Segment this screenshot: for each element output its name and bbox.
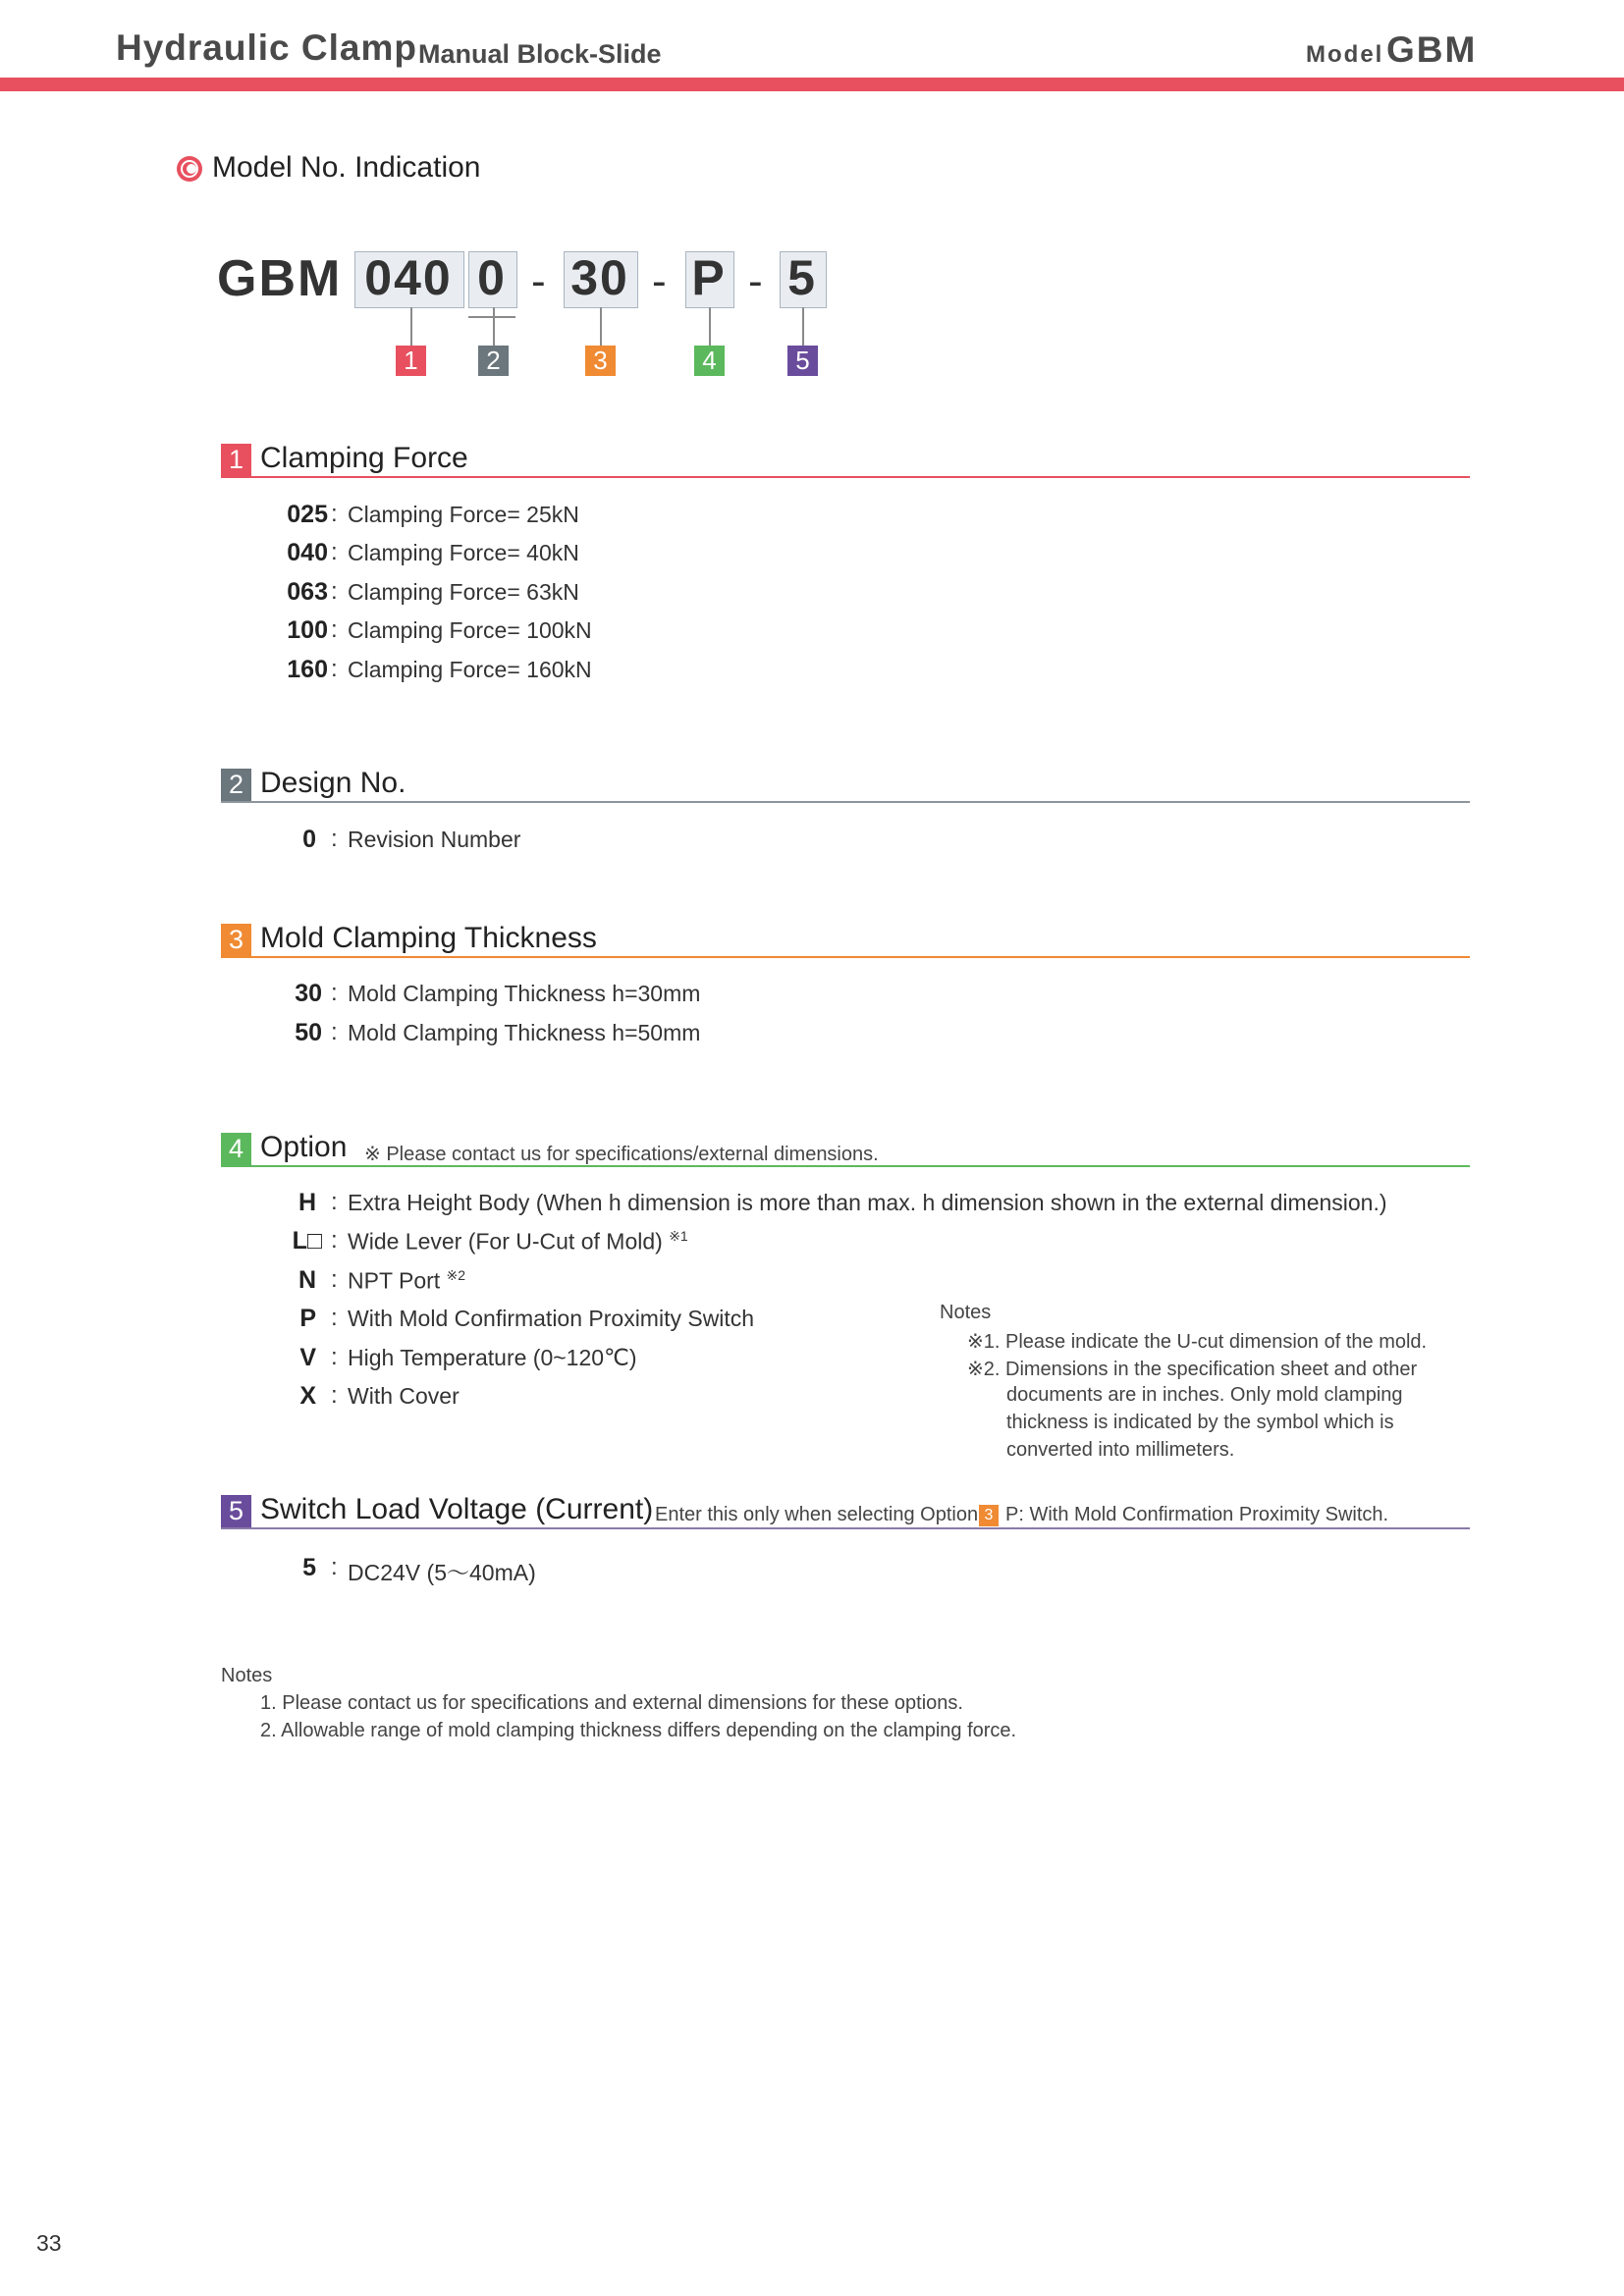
section-4-title: Option xyxy=(260,1131,348,1163)
s1-row-text: Clamping Force= 25kN xyxy=(348,502,579,527)
s4-row-text: High Temperature (0~120℃) xyxy=(348,1345,637,1370)
section-5-badge: 5 xyxy=(221,1495,251,1527)
colon: : xyxy=(331,539,338,565)
s1-row-code: 160 xyxy=(287,656,328,683)
model-indication-title: Model No. Indication xyxy=(212,151,481,184)
s4-row-footnote-mark: ※2 xyxy=(446,1267,466,1283)
s4-row-text-label: Wide Lever (For U-Cut of Mold) xyxy=(348,1228,663,1255)
code-prefix: GBM xyxy=(217,250,343,307)
badge-5: 5 xyxy=(787,346,818,376)
colon: : xyxy=(331,1305,338,1331)
colon: : xyxy=(331,1227,338,1254)
s4-row-footnote-mark: ※1 xyxy=(669,1228,688,1244)
header-subtitle: Manual Block-Slide xyxy=(418,39,662,69)
option-note-2: ※2. Dimensions in the specification sheet and other xyxy=(967,1359,1418,1380)
s3-row-text: Mold Clamping Thickness h=30mm xyxy=(348,981,701,1006)
code-dash-2: - xyxy=(652,257,667,305)
connector-line xyxy=(709,307,711,346)
s4-row-text xyxy=(348,1228,688,1255)
option-note-1: ※1. Please indicate the U-cut dimension of the mold. xyxy=(967,1331,1428,1353)
section-2-rule xyxy=(221,801,1470,803)
colon: : xyxy=(331,578,338,605)
header-model-label: Model xyxy=(1306,41,1384,68)
section-1-title: Clamping Force xyxy=(260,442,468,474)
s2-row-text: Revision Number xyxy=(348,827,521,852)
option-notes-title: Notes xyxy=(940,1302,992,1323)
s4-row-code: P xyxy=(299,1305,316,1332)
section-4-badge: 4 xyxy=(221,1133,251,1165)
section-4-rule xyxy=(221,1165,1470,1167)
s4-row-text: Extra Height Body (When h dimension is more than max. h dimension shown in the external dimension.) xyxy=(348,1190,1387,1215)
s4-row-code: X xyxy=(299,1382,316,1410)
colon: : xyxy=(331,1554,338,1580)
header-accent-bar xyxy=(0,78,1624,91)
s4-row-text-label: NPT Port xyxy=(348,1267,441,1294)
footer-note-2: 2. Allowable range of mold clamping thickness differs depending on the clamping force. xyxy=(260,1720,1017,1741)
option-note-2-cont: thickness is indicated by the symbol which is xyxy=(1006,1412,1394,1433)
code-seg3: 30 xyxy=(570,250,629,305)
option-note-2-cont: converted into millimeters. xyxy=(1006,1439,1235,1461)
option-note-2-cont: documents are in inches. Only mold clamping xyxy=(1006,1384,1403,1406)
s5-row-code: 5 xyxy=(302,1554,316,1581)
colon: : xyxy=(331,1344,338,1370)
section-5-subtitle-end: P: With Mold Confirmation Proximity Switch. xyxy=(1005,1504,1389,1525)
colon: : xyxy=(331,1266,338,1293)
page-number: 33 xyxy=(36,2230,62,2256)
colon: : xyxy=(331,656,338,682)
s1-row-code: 025 xyxy=(287,501,328,528)
s3-row-code: 30 xyxy=(295,980,322,1007)
badge-2: 2 xyxy=(478,346,509,376)
connector-line xyxy=(600,307,602,346)
s4-row-code: N xyxy=(298,1266,316,1294)
section-3-title: Mold Clamping Thickness xyxy=(260,922,597,954)
code-seg4: P xyxy=(691,250,727,305)
connector-line xyxy=(410,307,412,346)
section-5-rule xyxy=(221,1527,1470,1529)
s1-row-text: Clamping Force= 40kN xyxy=(348,540,579,565)
section-2-badge: 2 xyxy=(221,769,251,801)
code-seg2: 0 xyxy=(477,250,507,305)
s4-row-text: With Mold Confirmation Proximity Switch xyxy=(348,1306,755,1331)
badge-4: 4 xyxy=(694,346,725,376)
section-3-badge: 3 xyxy=(221,924,251,956)
s4-row-code: V xyxy=(299,1344,316,1371)
badge-1: 1 xyxy=(396,346,426,376)
colon: : xyxy=(331,1019,338,1045)
footer-note-1: 1. Please contact us for specifications and external dimensions for these options. xyxy=(260,1692,963,1714)
section-5-title: Switch Load Voltage (Current) xyxy=(260,1493,654,1525)
section-1-badge: 1 xyxy=(221,444,251,476)
code-seg5: 5 xyxy=(787,250,817,305)
s1-row-text: Clamping Force= 160kN xyxy=(348,657,592,682)
s4-row-code: H xyxy=(298,1189,316,1216)
code-seg1: 040 xyxy=(364,250,453,305)
connector-line xyxy=(802,307,804,346)
code-dash-1: - xyxy=(531,257,546,305)
colon: : xyxy=(331,1189,338,1215)
s1-row-text: Clamping Force= 63kN xyxy=(348,579,579,605)
s4-row-code: L□ xyxy=(292,1227,322,1255)
s4-row-text xyxy=(348,1267,465,1295)
section-4-subtitle: ※ Please contact us for specifications/external dimensions. xyxy=(364,1144,879,1165)
connector-line xyxy=(468,316,515,318)
colon: : xyxy=(331,826,338,852)
colon: : xyxy=(331,1382,338,1409)
header-title: Hydraulic Clamp xyxy=(116,27,417,68)
s1-row-code: 100 xyxy=(287,616,328,644)
s3-row-text: Mold Clamping Thickness h=50mm xyxy=(348,1020,701,1045)
s4-row-text: With Cover xyxy=(348,1383,460,1409)
colon: : xyxy=(331,616,338,643)
red-circle-bullet-icon xyxy=(176,155,203,183)
s5-row-text: DC24V (5～40mA) xyxy=(348,1560,536,1585)
header-model-value: GBM xyxy=(1386,29,1478,70)
s1-row-text: Clamping Force= 100kN xyxy=(348,617,592,643)
colon: : xyxy=(331,980,338,1006)
connector-line xyxy=(493,316,495,346)
footer-notes-title: Notes xyxy=(221,1665,273,1686)
code-dash-3: - xyxy=(748,257,763,305)
section-1-rule xyxy=(221,476,1470,478)
badge-3: 3 xyxy=(585,346,616,376)
colon: : xyxy=(331,501,338,527)
s3-row-code: 50 xyxy=(295,1019,322,1046)
s2-row-code: 0 xyxy=(302,826,316,853)
section-5-subtitle: Enter this only when selecting Option xyxy=(655,1504,979,1525)
section-5-subtitle-badge: 3 xyxy=(979,1505,999,1526)
section-3-rule xyxy=(221,956,1470,958)
s1-row-code: 063 xyxy=(287,578,328,606)
section-2-title: Design No. xyxy=(260,767,406,799)
s1-row-code: 040 xyxy=(287,539,328,566)
